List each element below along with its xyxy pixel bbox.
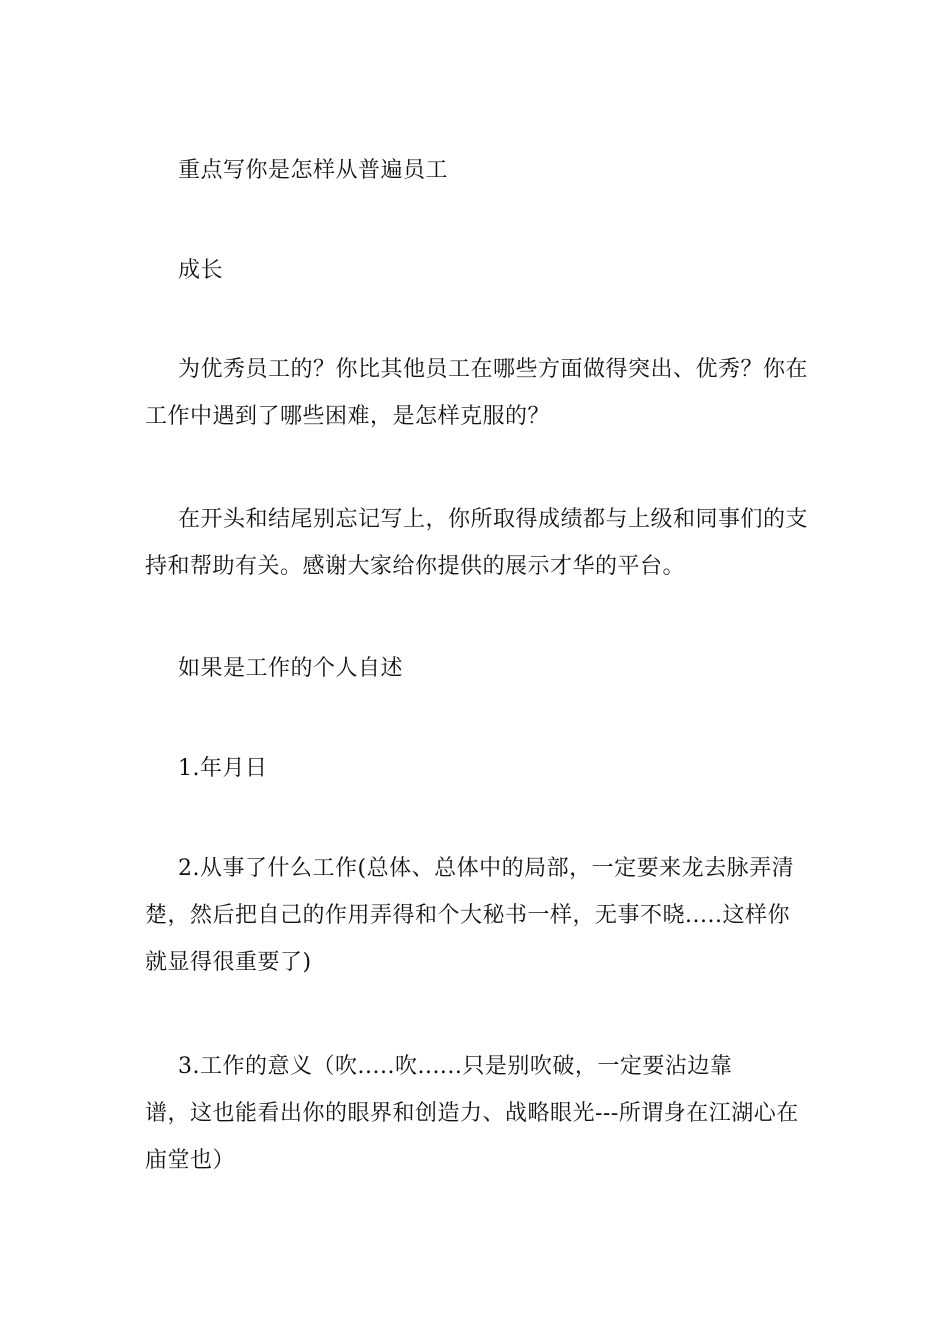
text-line: 2.从事了什么工作(总体、总体中的局部，一定要来龙去脉弄清 — [178, 856, 795, 881]
text-line: 庙堂也） — [145, 1148, 236, 1173]
text-line: 如果是工作的个人自述 — [178, 656, 404, 681]
paragraph-2 — [145, 247, 810, 294]
paragraph-1 — [145, 147, 810, 194]
text-line: 谱，这也能看出你的眼界和创造力、战略眼光---所谓身在江湖心在 — [145, 1101, 799, 1126]
text-line: 3.工作的意义（吹.....吹......只是别吹破，一定要沾边靠 — [178, 1054, 733, 1079]
paragraph-3 — [145, 346, 810, 440]
paragraph-7 — [145, 845, 810, 986]
paragraph-6 — [145, 745, 810, 792]
paragraph-8 — [145, 1043, 810, 1184]
text-line: 工作中遇到了哪些困难，是怎样克服的？ — [145, 404, 551, 429]
text-line: 楚，然后把自己的作用弄得和个大秘书一样，无事不晓.....这样你 — [145, 903, 790, 928]
text-line: 1.年月日 — [178, 756, 268, 781]
paragraph-4 — [145, 496, 810, 590]
text-line: 为优秀员工的？你比其他员工在哪些方面做得突出、优秀？你在 — [178, 357, 809, 382]
text-line: 就显得很重要了) — [145, 950, 312, 975]
paragraph-5 — [145, 645, 810, 692]
text-line: 重点写你是怎样从普遍员工 — [178, 158, 449, 183]
text-line: 持和帮助有关。感谢大家给你提供的展示才华的平台。 — [145, 554, 686, 579]
text-line: 成长 — [178, 258, 224, 283]
text-line: 在开头和结尾别忘记写上，你所取得成绩都与上级和同事们的支 — [178, 507, 809, 532]
